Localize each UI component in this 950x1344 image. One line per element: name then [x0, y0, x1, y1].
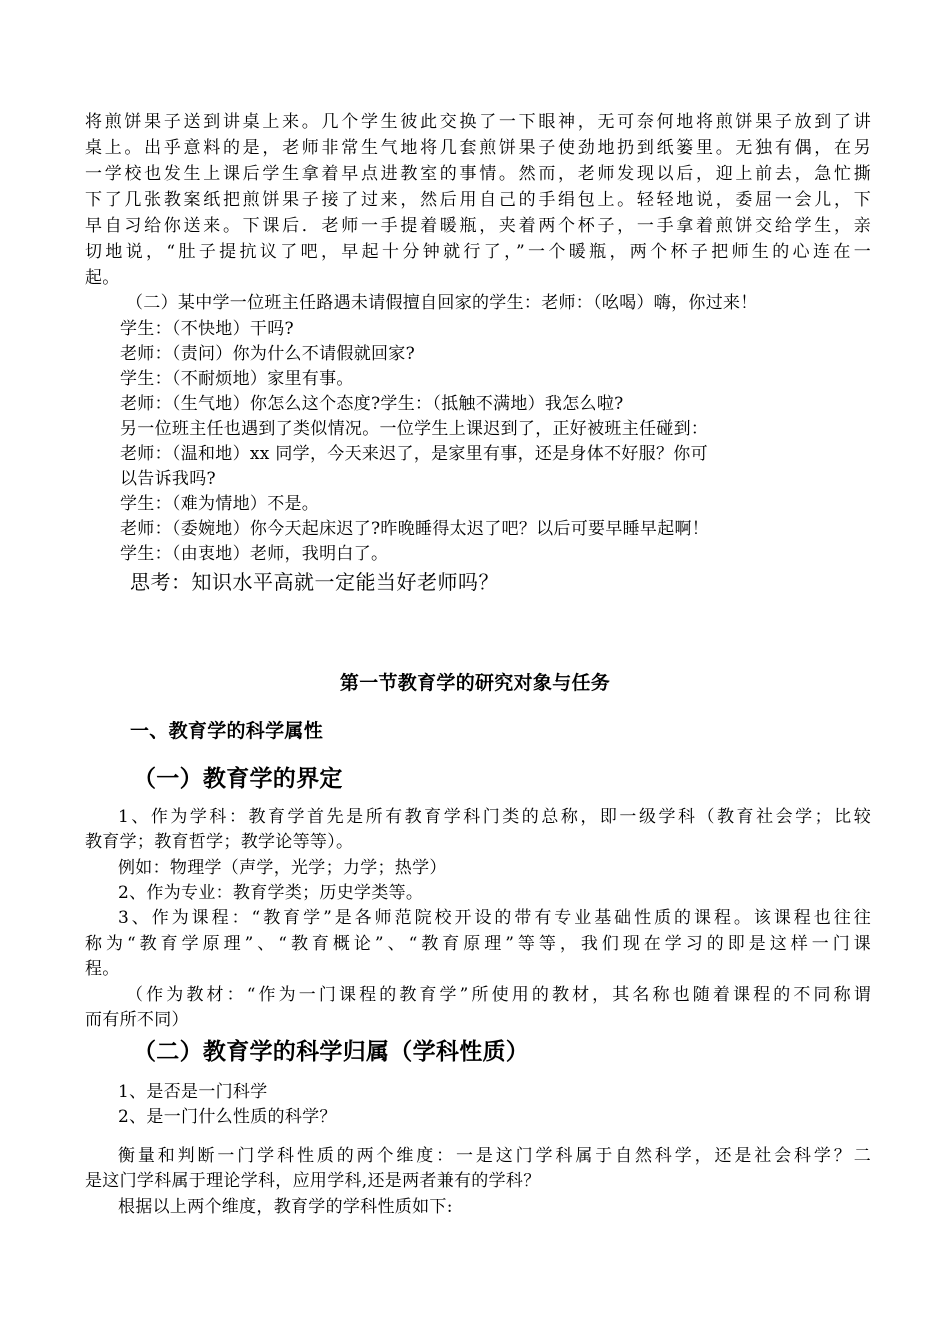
story-line-4: 下了几张教案纸把煎饼果子接了过来，然后用自己的手绢包上。轻轻地说，委屈一会儿，下 [85, 190, 871, 210]
nature-question-1: 1、是否是一门科学 [118, 1082, 268, 1102]
dialog-line-8: 学生：（难为情地）不是。 [120, 494, 320, 514]
heading-level-1: 一、教育学的科学属性 [130, 720, 324, 742]
measure-line-2: 是这门学科属于理论学科，应用学科,还是两者兼有的学科？ [85, 1171, 541, 1191]
thinking-question: 思考：知识水平高就一定能当好老师吗？ [130, 570, 499, 594]
dialog-line-4: 老师：（生气地）你怎么这个态度?学生：（抵触不满地）我怎么啦? [120, 394, 624, 414]
dialog-line-6: 老师：（温和地）xx 同学，今天来迟了，是家里有事，还是身体不好服？你可 [120, 444, 708, 464]
def-item-3-line-2: 称为“教育学原理”、“教育概论”、“教育原理”等等，我们现在学习的即是这样一门课 [85, 934, 871, 954]
story-line-2: 桌上。出乎意料的是，老师非常生气地将几套煎饼果子使劲地扔到纸篓里。无独有偶，在另 [85, 138, 871, 158]
heading-discipline-nature: （二）教育学的科学归属（学科性质） [133, 1039, 530, 1065]
dialog-line-9: 老师：（委婉地）你今天起床迟了?昨晚睡得太迟了吧？以后可要早睡早起啊！ [120, 519, 710, 539]
def-item-1-line-2: 教育学；教育哲学；教学论等等）。 [85, 832, 354, 852]
def-example: 例如：物理学（声学，光学；力学；热学） [118, 858, 447, 878]
dialog-line-10: 学生：（由衷地）老师，我明白了。 [120, 544, 389, 564]
dialog-line-1: 学生：（不快地）干吗? [120, 319, 294, 339]
heading-definition: （一）教育学的界定 [133, 766, 343, 792]
measure-line-1: 衡量和判断一门学科性质的两个维度：一是这门学科属于自然科学，还是社会科学？二 [118, 1146, 871, 1166]
dialog-line-2: 老师：（责问）你为什么不请假就回家? [120, 344, 416, 364]
section-title: 第一节教育学的研究对象与任务 [339, 672, 611, 694]
nature-question-2: 2、是一门什么性质的科学？ [118, 1107, 337, 1127]
def-note-line-1: （作为教材：“作为一门课程的教育学”所使用的教材，其名称也随着课程的不同称谓 [126, 985, 871, 1005]
dialog-line-3: 学生：（不耐烦地）家里有事。 [120, 369, 354, 389]
story-line-3: 一学校也发生上课后学生拿着早点进教室的事情。然而，老师发现以后，迎上前去，急忙撕 [85, 164, 871, 184]
def-item-3-line-3: 程。 [85, 959, 120, 979]
def-item-1-line-1: 1、作为学科：教育学首先是所有教育学科门类的总称，即一级学科（教育社会学；比较 [118, 807, 871, 827]
story-line-1: 将煎饼果子送到讲桌上来。几个学生彼此交换了一下眼神，无可奈何地将煎饼果子放到了讲 [85, 112, 871, 132]
dialog-line-5: 另一位班主任也遇到了类似情况。一位学生上课迟到了，正好被班主任碰到： [120, 419, 709, 439]
dialog-line-7: 以告诉我吗? [120, 469, 216, 489]
nature-conclusion: 根据以上两个维度，教育学的学科性质如下: [118, 1197, 453, 1217]
case-two-intro: （二）某中学一位班主任路遇未请假擅自回家的学生：老师：（吆喝）嗨，你过来！ [126, 293, 758, 313]
def-item-2: 2、作为专业：教育学类；历史学类等。 [118, 883, 424, 903]
story-line-5: 早自习给你送来。下课后．老师一手提着暖瓶，夹着两个杯子，一手拿着煎饼交给学生，亲 [85, 216, 871, 236]
def-note-line-2: 而有所不同） [85, 1010, 189, 1030]
story-line-7: 起。 [85, 268, 120, 288]
def-item-3-line-1: 3、作为课程：“教育学”是各师范院校开设的带有专业基础性质的课程。该课程也往往 [118, 908, 871, 928]
story-line-6: 切地说，“肚子提抗议了吧，早起十分钟就行了，”一个暖瓶，两个杯子把师生的心连在一 [85, 242, 871, 262]
